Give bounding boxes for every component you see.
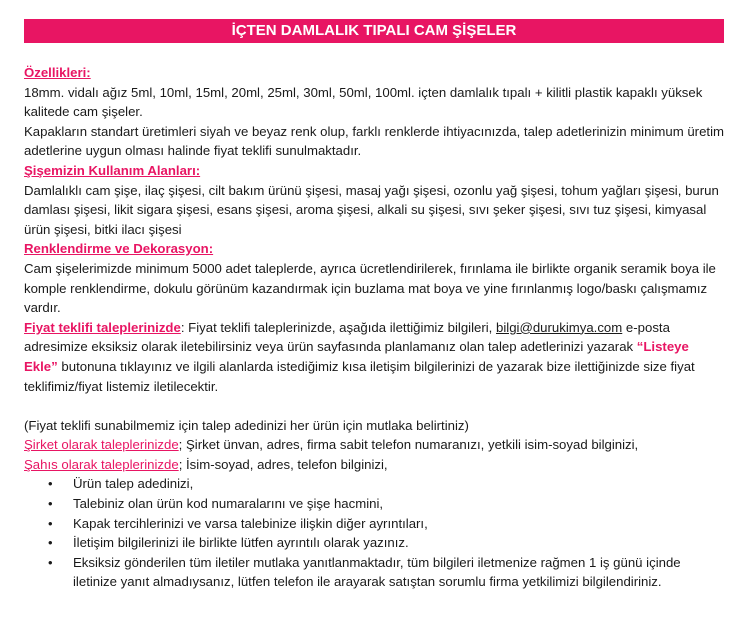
bullet-icon: • [48,496,53,512]
quote-heading: Fiyat teklifi taleplerinizde [24,319,181,335]
quote-text-end: butonuna tıklayınız ve ilgili alanlarda istediğimiz kısa iletişim bilgilerinizi de yazarak bize ilettiğinizde size fiyat teklifimiz/fiyat listemiz iletilecektir. [24,358,695,394]
list-item [24,533,724,553]
list-item [24,514,724,534]
requirements-list [24,474,724,592]
company-requests [24,435,724,455]
usage-text: Damlalıklı cam şişe, ilaç şişesi, cilt bakım ürünü şişesi, masaj yağı şişesi, ozonlu yağ şişesi, tohum yağları şişesi, burun damlası şişesi, likit sigara şişesi, esans şişesi, aroma şişesi, alkali su şişesi, sıvı şeker şişesi, sıvı tuz şişesi, kimyasal ürün şişesi, bitki ilacı şişesi [24,182,719,237]
add-to-list-reference: “Listeye Ekle” [24,339,689,374]
list-item-text: İletişim bilgilerinizi ile birlikte lütfen ayrıntılı olarak yazınız. [73,535,409,551]
quote-paragraph [24,318,724,396]
email-link[interactable]: bilgi@durukimya.com [496,319,623,335]
bullet-icon: • [48,476,53,492]
usage-heading: Şişemizin Kullanım Alanları: [24,162,201,178]
list-item-text: Eksiksiz gönderilen tüm iletiler mutlaka yanıtlanmaktadır, tüm bilgileri iletmenize rağmen 1 iş günü içinde iletinize yanıt almadıysanız, lütfen telefon ile arayarak satıştan sorumlu firma yetkilimizi bilgilendiriniz. [73,554,681,590]
quote-text-start: : Fiyat teklifi taleplerinizde, aşağıda ilettiğimiz bilgileri, [180,319,496,335]
features-heading: Özellikleri: [24,65,91,80]
list-item [24,474,724,494]
spacer [24,396,724,416]
personal-requests-label: Şahıs olarak taleplerinizde [24,456,179,472]
list-item [24,494,724,514]
coloring-heading: Renklendirme ve Dekorasyon: [24,241,214,257]
bullet-icon: • [48,554,53,570]
page-title: İÇTEN DAMLALIK TIPALI CAM ŞİŞELER [24,19,724,43]
quote-text-middle: e-posta adresimize eksiksiz olarak iletebilirsiniz veya ürün sayfasında planlamanız olan talep adetlerinizi yazarak [24,319,670,355]
list-item [24,553,724,592]
list-item-text: Ürün talep adedinizi, [73,476,194,492]
features-text: 18mm. vidalı ağız 5ml, 10ml, 15ml, 20ml, 25ml, 30ml, 50ml, 100ml. içten damlalık tıpalı + kilitli plastik kapaklı yüksek kalitede cam şişeler. [24,84,703,120]
product-description [24,63,724,592]
bullet-icon: • [48,535,53,551]
features-colors-text: Kapakların standart üretimleri siyah ve beyaz renk olup, farklı renklerde ihtiyacınızda, talep adetlerinizin minimum üretim adetlerine uygun olması halinde fiyat teklifi sunulmaktadır. [24,123,724,159]
list-item-text: Kapak tercihlerinizi ve varsa talebinize ilişkin diğer ayrıntıları, [73,515,428,531]
list-item-text: Talebiniz olan ürün kod numaralarını ve şişe hacmini, [73,496,384,512]
personal-requests [24,455,724,475]
personal-requests-text: ; İsim-soyad, adres, telefon bilginizi, [178,456,388,472]
company-requests-label: Şirket olarak taleplerinizde [24,437,179,453]
company-requests-text: ; Şirket ünvan, adres, firma sabit telefon numaranızı, yetkili isim-soyad bilginizi, [178,437,639,453]
quantity-note: (Fiyat teklifi sunabilmemiz için talep adedinizi her ürün için mutlaka belirtiniz) [24,417,469,433]
coloring-text: Cam şişelerimizde minimum 5000 adet taleplerde, ayrıca ücretlendirilerek, fırınlama ile birlikte organik seramik boya ile komple renklendirme, dokulu görünüm kazandırmak için buzlama mat boya ve yine fırınlanmış logo/baskı çalışmamız vardır. [24,260,716,316]
bullet-icon: • [48,515,53,531]
